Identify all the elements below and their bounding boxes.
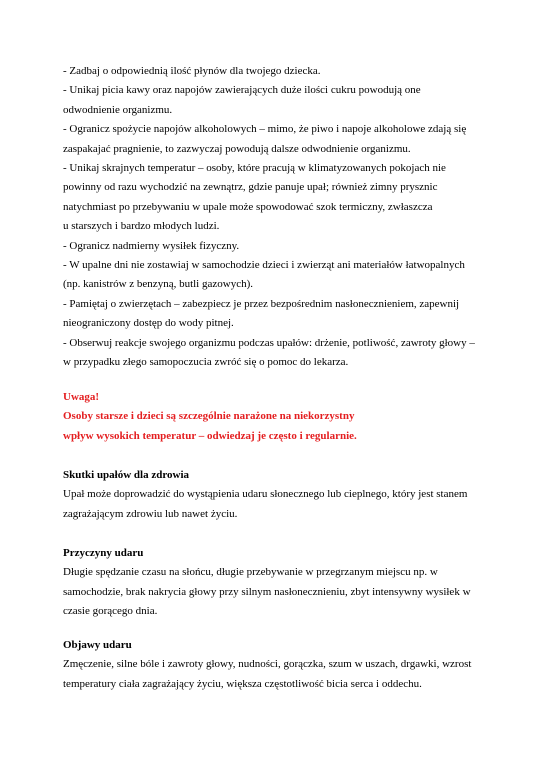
section-line: Długie spędzanie czasu na słońcu, długie przebywanie w przegrzanym miejscu np. w	[63, 566, 438, 579]
section-line: samochodzie, brak nakrycia głowy przy silnym nasłonecznieniu, zbyt intensywny wysiłek w	[63, 585, 471, 598]
section-line: czasie gorącego dnia.	[63, 605, 158, 618]
section-heading: Objawy udaru	[63, 639, 132, 651]
section-symptoms	[63, 636, 503, 694]
tip-line: odwodnienie organizmu.	[63, 103, 173, 116]
tip-line: - Pamiętaj o zwierzętach – zabezpiecz je przez bezpośrednim nasłonecznieniem, zapewnij	[63, 297, 460, 310]
tip-line: - Unikaj skrajnych temperatur – osoby, które pracują w klimatyzowanych pokojach nie	[63, 162, 446, 175]
tip-line: zaspakajać pragnienie, to zazwyczaj powodują dalsze odwodnienie organizmu.	[63, 142, 411, 155]
section-line: temperatury ciała zagrażający życiu, większa częstotliwość bicia serca i oddechu.	[63, 677, 422, 690]
tip-line: natychmiast po przebywaniu w upale może spowodować szok termiczny, zwłaszcza	[63, 200, 433, 213]
section-heading: Przyczyny udaru	[63, 547, 144, 559]
warning-line: Osoby starsze i dzieci są szczególnie narażone na niekorzystny	[63, 410, 355, 423]
tip-line: - Ogranicz spożycie napojów alkoholowych – mimo, że piwo i napoje alkoholowe zdają się	[63, 123, 467, 136]
section-effects	[63, 466, 503, 524]
tip-line: - Ogranicz nadmierny wysiłek fizyczny.	[63, 239, 240, 252]
tips-list	[63, 62, 503, 373]
tip-line: u starszych i bardzo młodych ludzi.	[63, 220, 220, 233]
tip-line: w przypadku złego samopoczucia zwróć się o pomoc do lekarza.	[63, 356, 349, 369]
warning-title: Uwaga!	[63, 391, 100, 403]
tip-line: - Zadbaj o odpowiednią ilość płynów dla twojego dziecka.	[63, 65, 321, 77]
warning-notice	[63, 388, 503, 446]
section-line: Zmęczenie, silne bóle i zawroty głowy, nudności, gorączka, szum w uszach, drgawki, wzrost	[63, 658, 472, 671]
tip-line: nieograniczony dostęp do wody pitnej.	[63, 317, 234, 330]
section-line: Upał może doprowadzić do wystąpienia udaru słonecznego lub cieplnego, który jest stanem	[63, 488, 468, 501]
tip-line: - Obserwuj reakcje swojego organizmu podczas upałów: drżenie, potliwość, zawroty głowy –	[63, 336, 475, 349]
tip-line: (np. kanistrów z benzyną, butli gazowych).	[63, 278, 253, 291]
warning-line: wpływ wysokich temperatur – odwiedzaj je często i regularnie.	[63, 429, 357, 442]
tip-line: powinny od razu wychodzić na zewnątrz, gdzie panuje upał; również zimny prysznic	[63, 181, 438, 194]
tip-line: - W upalne dni nie zostawiaj w samochodzie dzieci i zwierząt ani materiałów łatwopalnych	[63, 259, 465, 272]
tip-line: - Unikaj picia kawy oraz napojów zawierających duże ilości cukru powodują one	[63, 84, 421, 97]
section-line: zagrażającym zdrowiu lub nawet życiu.	[63, 507, 238, 520]
section-heading: Skutki upałów dla zdrowia	[63, 469, 190, 481]
section-causes	[63, 544, 503, 622]
